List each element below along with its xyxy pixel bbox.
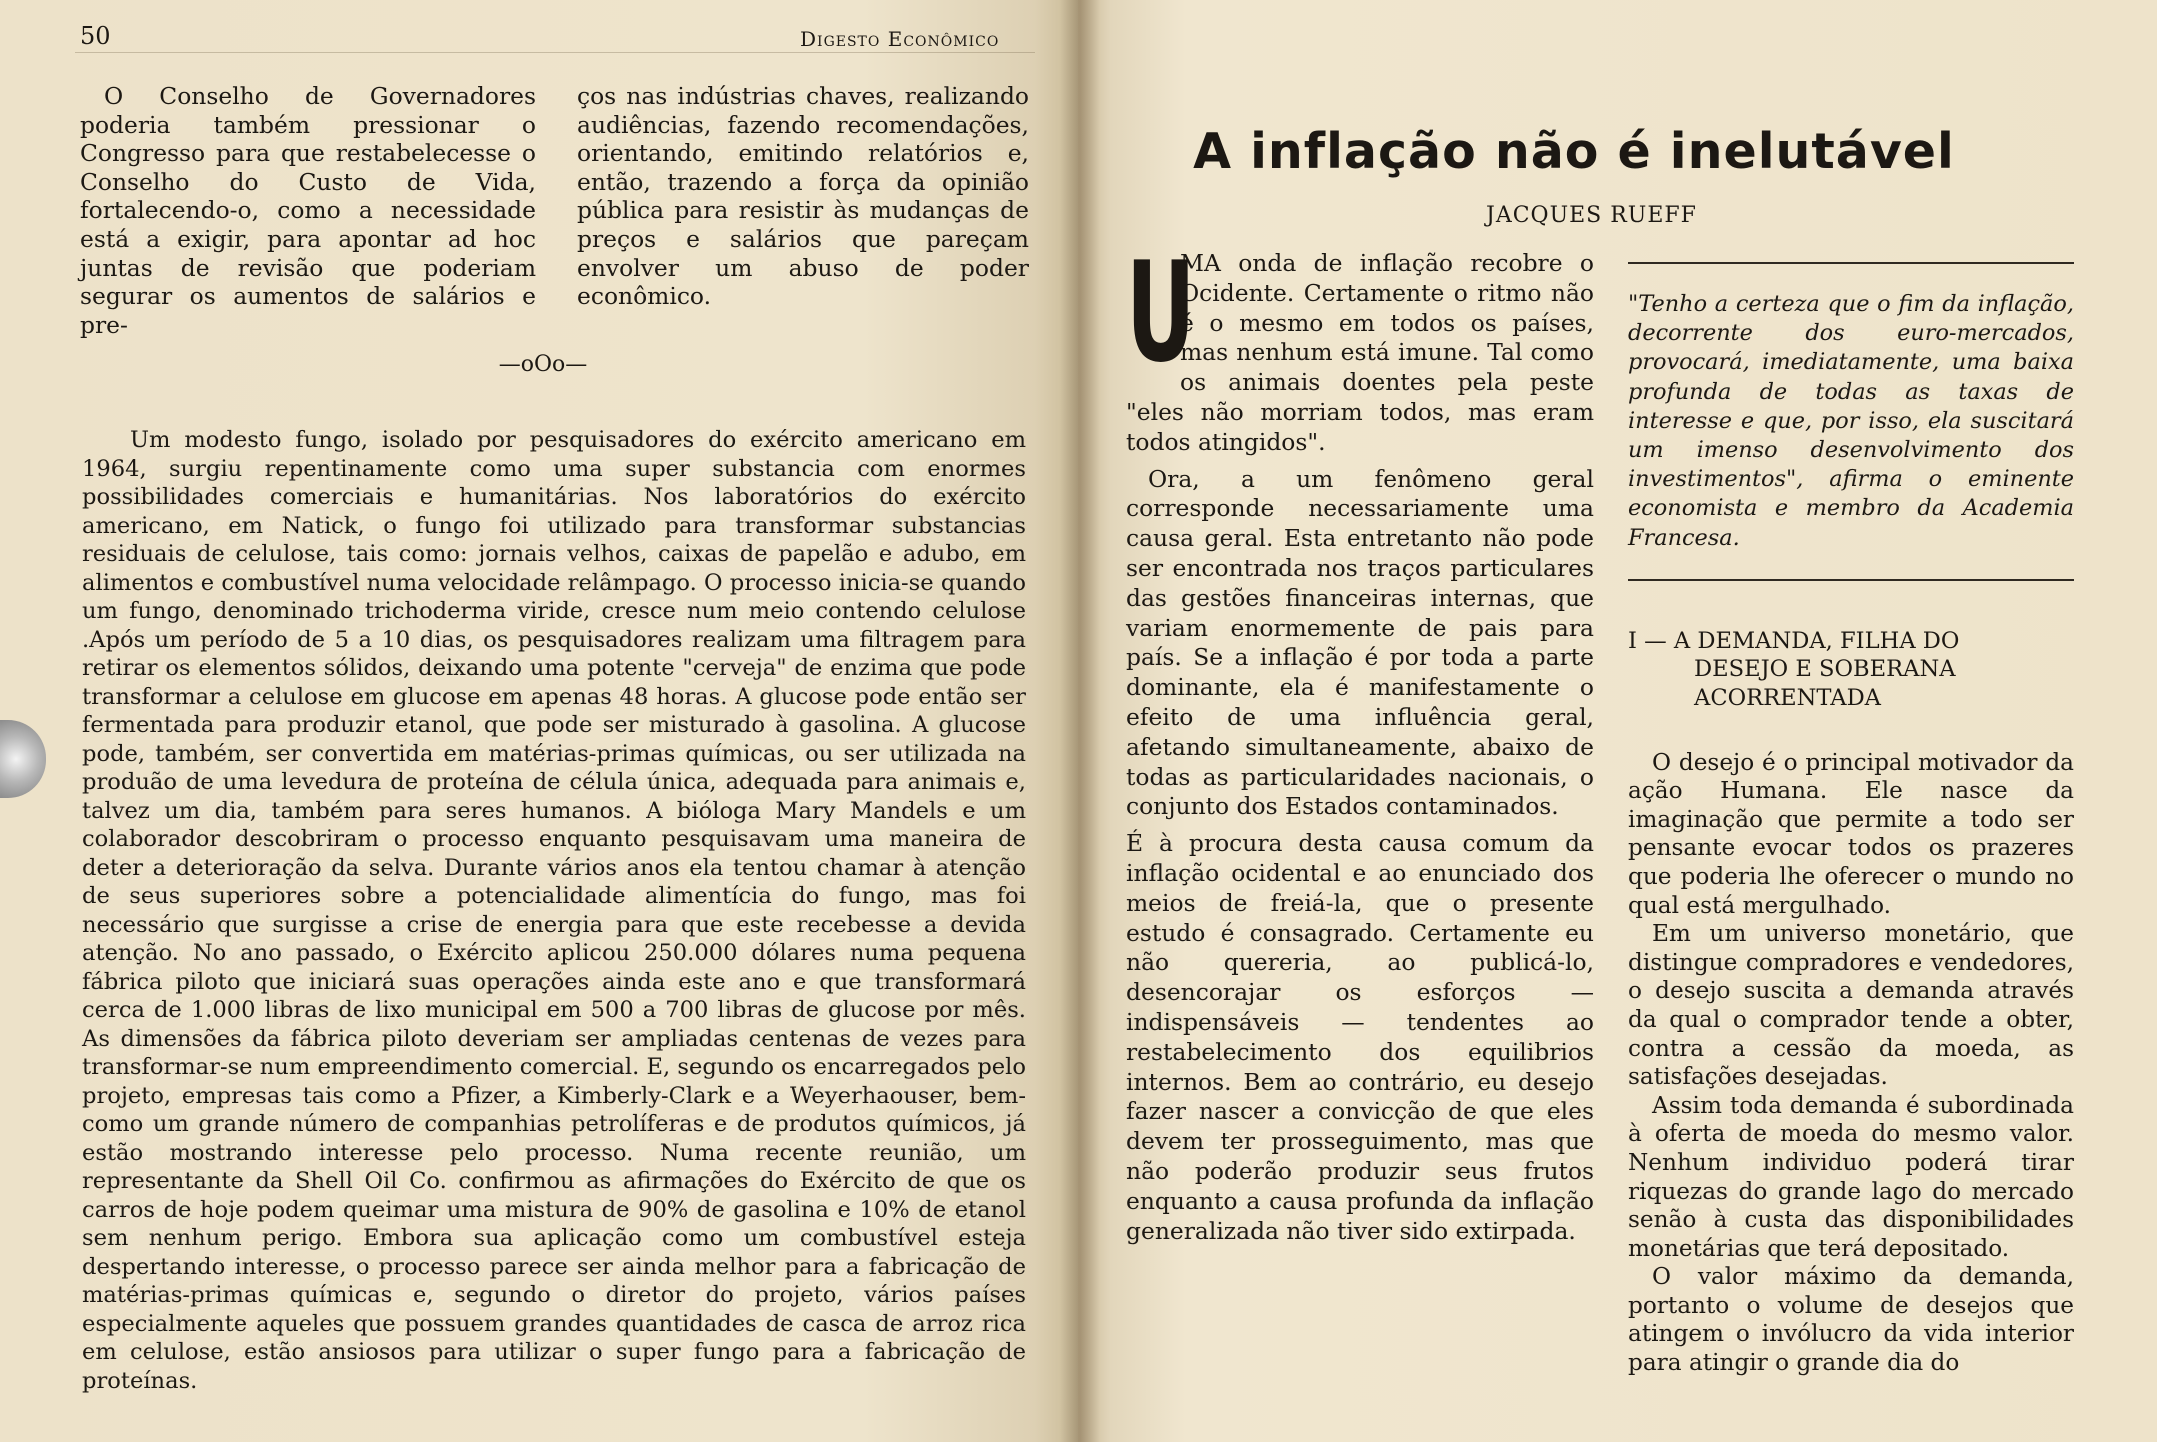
- author-byline: JACQUES RUEFF: [1486, 203, 1697, 228]
- section-heading: [1628, 627, 2074, 713]
- section-separator: —oOo—: [498, 352, 588, 377]
- paragraph-maximum-demand: O valor máximo da demanda, portanto o volume de desejos que atingem o invólucro da vida interior para atingir o grande dia do: [1628, 1263, 2074, 1377]
- column-right-top: [577, 82, 1029, 311]
- quote-rule-top: [1628, 262, 2074, 264]
- article-side-column: [1628, 262, 2074, 1378]
- page-gutter: [1060, 0, 1100, 1442]
- section-heading-line-3: ACORRENTADA: [1694, 685, 1881, 712]
- paragraph-governors-continued: ços nas indústrias chaves, realizando audiências, fazendo recomendações, orientando, emitindo relatórios e, então, trazendo a força da opinião pública para resistir às mudanças de preços e salários que pareçam envolver um abuso de poder econômico.: [577, 82, 1029, 311]
- paragraph-monetary-universe: Em um universo monetário, que distingue compradores e vendedores, o desejo suscita a demanda através da qual o comprador tende a obter, contra a cessão da moeda, as satisfações desejadas.: [1628, 920, 2074, 1091]
- running-head: Digesto Econômico: [800, 27, 1000, 51]
- fungus-article: Um modesto fungo, isolado por pesquisadores do exército americano em 1964, surgiu repentinamente como uma super substancia com enormes possibilidades comerciais e humanitárias. Nos laboratórios do exército americano, em Natick, o fungo foi utilizado para transformar substancias residuais de celulose, tais como: jornais velhos, caixas de papelão e adubo, em alimentos e combustível numa velocidade relâmpago. O processo inicia-se quando um fungo, denominado trichoderma viride, cresce num meio contendo celulose .Após um período de 5 a 10 dias, os pesquisadores realizam uma filtragem para retirar os elementos sólidos, deixando uma potente "cerveja" de enzima que pode transformar a celulose em glucose em apenas 48 horas. A glucose pode então ser fermentada para produzir etanol, que pode ser misturado à gasolina. A glucose pode, também, ser convertida em matérias-primas químicas, ou ser utilizada na produão de uma levedura de proteína de célula única, adequada para animais e, talvez um dia, também para seres humanos. A bióloga Mary Mandels e um colaborador descobriram o processo enquanto pesquisavam uma maneira de deter a deterioração da selva. Durante vários anos ela tentou chamar à atenção de seus superiores sobre a potencialidade alimentícia do fungo, mas foi necessário que surgisse a crise de energia para que este recebesse a devida atenção. No ano passado, o Exército aplicou 250.000 dólares numa pequena fábrica piloto que iniciará suas operações ainda este ano e que transformará cerca de 1.000 libras de lixo municipal em 500 a 700 libras de glucose por mês. As dimensões da fábrica piloto deveriam ser ampliadas centenas de vezes para transformar-se num empreendimento comercial. E, segundo os encarregados pelo projeto, empresas tais como a Pfizer, a Kimberly-Clark e a Weyerhaouser, bem-como um grande número de companhias petrolíferas e de produtos químicos, já estão mostrando interesse pelo processo. Numa recente reunião, um representante da Shell Oil Co. confirmou as afirmações do Exército de que os carros de hoje podem queimar uma mistura de 90% de gasolina e 10% de etanol sem nenhum perigo. Embora sua aplicação como um combustível esteja despertando interesse, o processo parece ser ainda melhor para a fabricação de matérias-primas químicas e, segundo o diretor do projeto, vários países especialmente aqueles que possuem grandes quantidades de casca de arroz rica em celulose, estão ansiosos para utilizar o super fungo para a fabricação de proteínas.: [82, 427, 1026, 1394]
- section-heading-line-2: DESEJO E SOBERANA: [1694, 656, 1956, 683]
- pull-quote: "Tenho a certeza que o fim da inflação, decorrente dos euro-mercados, provocará, imediatamente, uma baixa profunda de todas as taxas de interesse e que, por isso, ela suscitará um imenso desenvolvimento dos investimentos", afirma o eminente economista e membro da Academia Francesa.: [1628, 291, 2074, 551]
- paragraph-intro: MA onda de inflação recobre o Ocidente. Certamente o ritmo não é o mesmo em todos os países, mas nenhum está imune. Tal como os animais doentes pela peste "eles não morriam todos, mas eram todos atingidos".: [1126, 249, 1594, 456]
- quote-rule-bottom: [1628, 579, 2074, 581]
- article-main-column: [1126, 232, 1594, 1246]
- column-left-top: [80, 82, 536, 339]
- article-title: A inflação não é inelutável: [1193, 123, 1955, 180]
- paragraph-governors: O Conselho de Governadores poderia também pressionar o Congresso para que restabelecesse o Conselho do Custo de Vida, fortalecendo-o, como a necessidade está a exigir, para apontar ad hoc juntas de revisão que poderiam segurar os aumentos de salários e pre-: [80, 82, 536, 339]
- drop-cap: U: [1126, 232, 1196, 393]
- paragraph-general-cause: Ora, a um fenômeno geral corresponde necessariamente uma causa geral. Esta entretanto não pode ser encontrada nos traços particulares das gestões financeiras internas, que variam enormemente de pais para país. Se a inflação é por toda a parte dominante, ela é manifestamente o efeito de uma influência geral, afetando simultaneamente, abaixo de todas as particularidades nacionais, o conjunto dos Estados contaminados.: [1126, 464, 1594, 821]
- page-number: 50: [80, 22, 111, 50]
- paragraph-demand-subordinated: Assim toda demanda é subordinada à oferta de moeda do mesmo valor. Nenhum individuo poderá tirar riquezas do grande lago do mercado senão à custa das disponibilidades monetárias que terá depositado.: [1628, 1091, 2074, 1262]
- section-body: [1628, 749, 2074, 1378]
- section-heading-line-1: I — A DEMANDA, FILHA DO: [1628, 627, 1960, 654]
- paragraph-desire: O desejo é o principal motivador da ação Humana. Ele nasce da imaginação que permite a todo ser pensante evocar todos os prazeres que poderia lhe oferecer o mundo no qual está mergulhado.: [1628, 748, 2074, 919]
- paragraph-purpose: É à procura desta causa comum da inflação ocidental e ao enunciado dos meios de freiá-la, que o presente estudo é consagrado. Certamente eu não quereria, ao publicá-lo, desencorajar os esforços — indispensáveis — tendentes ao restabelecimento dos equilibrios internos. Bem ao contrário, eu desejo fazer nascer a convicção de que eles devem ter prosseguimento, mas que não poderão produzir seus frutos enquanto a causa profunda da inflação generalizada não tiver sido extirpada.: [1126, 829, 1594, 1245]
- binder-clip: [0, 720, 46, 798]
- header-rule: [75, 52, 1035, 53]
- left-page: [0, 0, 1078, 1442]
